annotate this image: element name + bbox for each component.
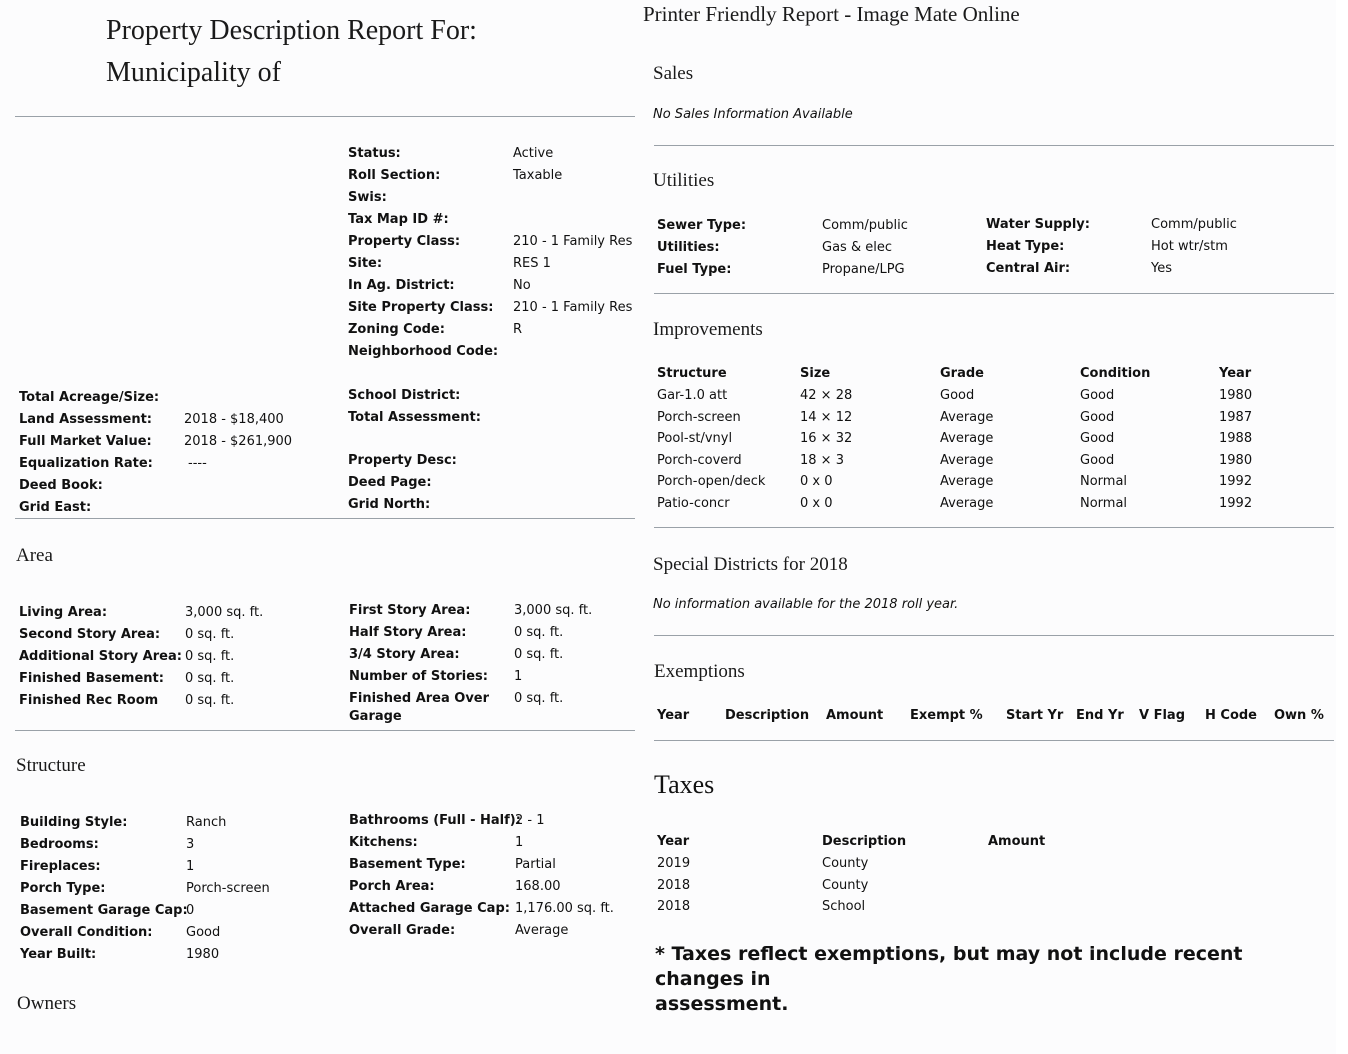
report-title <box>106 10 477 94</box>
improvement-size: 0 x 0 <box>800 474 833 489</box>
utilities-right-values <box>1151 214 1237 280</box>
improvement-structure: Porch-coverd <box>657 453 742 468</box>
ag-district-label: In Ag. District: <box>348 278 455 293</box>
improvement-year: 1992 <box>1219 474 1253 489</box>
roll-section-label: Roll Section: <box>348 168 441 183</box>
improvement-size: 16 × 32 <box>800 431 853 446</box>
neighborhood-code-value <box>513 341 632 363</box>
improvement-row <box>657 450 1337 472</box>
three-quarter-story-area-value: 0 sq. ft. <box>514 647 564 662</box>
building-style-label: Building Style: <box>20 815 128 830</box>
swis-value <box>513 187 632 209</box>
bathrooms-label: Bathrooms (Full - Half): <box>349 813 521 828</box>
year-built-value: 1980 <box>186 947 220 962</box>
improvement-year: 1992 <box>1219 496 1253 511</box>
central-air-value: Yes <box>1151 261 1172 276</box>
neighborhood-code-label: Neighborhood Code: <box>348 344 499 359</box>
fuel-type-label: Fuel Type: <box>657 262 732 277</box>
report-title-line-1: Property Description Report For: <box>106 15 477 46</box>
improvement-structure: Patio-concr <box>657 496 730 511</box>
exemptions-col-exempt-pct: Exempt % <box>910 708 983 723</box>
tax-map-id-label: Tax Map ID #: <box>348 212 449 227</box>
improvement-condition: Good <box>1080 431 1115 446</box>
full-market-value-label: Full Market Value: <box>19 434 152 449</box>
additional-story-area-value: 0 sq. ft. <box>185 649 235 664</box>
improvements-col-structure: Structure <box>657 366 727 381</box>
overall-condition-value: Good <box>186 925 221 940</box>
finished-basement-label: Finished Basement: <box>19 671 164 686</box>
finished-rec-room-label: Finished Rec Room <box>19 693 159 708</box>
water-supply-label: Water Supply: <box>986 217 1090 232</box>
status-label: Status: <box>348 146 401 161</box>
status-value: Active <box>513 146 554 161</box>
general-mid-values <box>513 143 632 363</box>
improvement-size: 18 × 3 <box>800 453 844 468</box>
living-area-label: Living Area: <box>19 605 108 620</box>
ag-district-value: No <box>513 278 531 293</box>
number-of-stories-label: Number of Stories: <box>349 669 488 684</box>
fuel-type-value: Propane/LPG <box>822 262 905 277</box>
utilities-value: Gas & elec <box>822 240 892 255</box>
improvement-row <box>657 493 1337 515</box>
exemptions-col-v-flag: V Flag <box>1139 708 1186 723</box>
area-heading: Area <box>16 545 53 566</box>
first-story-area-value: 3,000 sq. ft. <box>514 603 593 618</box>
area-left-values <box>185 602 263 712</box>
structure-left-values <box>186 812 270 966</box>
site-label: Site: <box>348 256 383 271</box>
improvement-grade: Good <box>940 388 975 403</box>
heat-type-value: Hot wtr/stm <box>1151 239 1228 254</box>
exemptions-col-amount: Amount <box>826 708 884 723</box>
general-right-labels-a <box>348 385 481 429</box>
tax-row <box>657 896 1337 918</box>
divider <box>15 730 635 731</box>
tax-row <box>657 853 1337 875</box>
total-assessment-label: Total Assessment: <box>348 410 481 425</box>
half-story-area-label: Half Story Area: <box>349 625 467 640</box>
overall-grade-value: Average <box>515 923 569 938</box>
improvement-structure: Gar-1.0 att <box>657 388 728 403</box>
improvements-col-grade: Grade <box>940 366 984 381</box>
improvement-grade: Average <box>940 453 994 468</box>
kitchens-value: 1 <box>515 835 524 850</box>
central-air-label: Central Air: <box>986 261 1071 276</box>
divider <box>654 145 1334 146</box>
site-property-class-value: 210 - 1 Family Res <box>513 300 633 315</box>
improvement-size: 0 x 0 <box>800 496 833 511</box>
taxes-disclaimer-line-1: * Taxes reflect exemptions, but may not include recent changes in <box>655 943 1243 990</box>
general-left-labels <box>19 387 159 519</box>
porch-type-label: Porch Type: <box>20 881 106 896</box>
grid-east-label: Grid East: <box>19 500 92 515</box>
area-right-values <box>514 600 592 710</box>
taxes-col-year: Year <box>657 834 690 849</box>
finished-area-over-garage-label-cont: Garage <box>349 709 402 724</box>
utilities-right-labels <box>986 214 1090 280</box>
improvement-year: 1980 <box>1219 453 1253 468</box>
deed-book-label: Deed Book: <box>19 478 103 493</box>
tax-year: 2019 <box>657 856 691 871</box>
property-class-label: Property Class: <box>348 234 461 249</box>
improvement-size: 14 × 12 <box>800 410 853 425</box>
deed-book-value <box>184 475 292 497</box>
divider <box>15 116 635 117</box>
divider <box>654 293 1334 294</box>
land-assessment-label: Land Assessment: <box>19 412 153 427</box>
tax-description: County <box>822 856 869 871</box>
overall-condition-label: Overall Condition: <box>20 925 153 940</box>
fireplaces-value: 1 <box>186 859 195 874</box>
structure-right-labels <box>349 810 521 942</box>
tax-row <box>657 875 1337 897</box>
sewer-type-label: Sewer Type: <box>657 218 747 233</box>
improvement-grade: Average <box>940 431 994 446</box>
owners-heading: Owners <box>17 993 77 1014</box>
taxes-col-description: Description <box>822 834 907 849</box>
tax-description: School <box>822 899 866 914</box>
three-quarter-story-area-label: 3/4 Story Area: <box>349 647 460 662</box>
taxes-disclaimer-line-2: assessment. <box>655 993 789 1015</box>
taxes-col-amount: Amount <box>988 834 1046 849</box>
overall-grade-label: Overall Grade: <box>349 923 456 938</box>
report-title-line-2: Municipality of <box>106 57 281 88</box>
improvement-grade: Average <box>940 496 994 511</box>
exemptions-col-own-pct: Own % <box>1274 708 1324 723</box>
improvement-condition: Normal <box>1080 496 1128 511</box>
utilities-label: Utilities: <box>657 240 720 255</box>
improvement-condition: Normal <box>1080 474 1128 489</box>
exemptions-col-description: Description <box>725 708 810 723</box>
divider <box>654 635 1334 636</box>
heat-type-label: Heat Type: <box>986 239 1065 254</box>
tax-description: County <box>822 878 869 893</box>
improvement-structure: Porch-open/deck <box>657 474 766 489</box>
porch-type-value: Porch-screen <box>186 881 270 896</box>
swis-label: Swis: <box>348 190 387 205</box>
improvement-year: 1988 <box>1219 431 1253 446</box>
tax-map-id-value <box>513 209 632 231</box>
improvement-condition: Good <box>1080 410 1115 425</box>
sales-heading: Sales <box>653 63 694 84</box>
sewer-type-value: Comm/public <box>822 218 908 233</box>
finished-rec-room-value: 0 sq. ft. <box>185 693 235 708</box>
utilities-left-values <box>822 215 908 281</box>
taxes-heading: Taxes <box>654 770 715 799</box>
exemptions-col-h-code: H Code <box>1205 708 1257 723</box>
general-mid-labels <box>348 143 498 363</box>
second-story-area-label: Second Story Area: <box>19 627 161 642</box>
taxes-header-row <box>657 831 1337 853</box>
taxes-disclaimer <box>655 942 1330 1017</box>
exemptions-heading: Exemptions <box>654 661 745 682</box>
structure-heading: Structure <box>16 755 86 776</box>
printer-friendly-title: Printer Friendly Report - Image Mate Online <box>643 2 1020 26</box>
improvement-grade: Average <box>940 410 994 425</box>
half-story-area-value: 0 sq. ft. <box>514 625 564 640</box>
property-class-value: 210 - 1 Family Res <box>513 234 633 249</box>
living-area-value: 3,000 sq. ft. <box>185 605 264 620</box>
full-market-value-value: 2018 - $261,900 <box>184 434 293 449</box>
total-acreage-label: Total Acreage/Size: <box>19 390 160 405</box>
zoning-code-value: R <box>513 322 523 337</box>
tax-year: 2018 <box>657 899 691 914</box>
bathrooms-value: 2 - 1 <box>515 813 545 828</box>
kitchens-label: Kitchens: <box>349 835 418 850</box>
divider <box>654 527 1334 528</box>
improvement-row <box>657 385 1337 407</box>
deed-page-label: Deed Page: <box>348 475 432 490</box>
improvement-condition: Good <box>1080 388 1115 403</box>
improvement-grade: Average <box>940 474 994 489</box>
school-district-label: School District: <box>348 388 461 403</box>
equalization-rate-label: Equalization Rate: <box>19 456 153 471</box>
attached-garage-cap-label: Attached Garage Cap: <box>349 901 510 916</box>
fireplaces-label: Fireplaces: <box>20 859 101 874</box>
finished-area-over-garage-value: 0 sq. ft. <box>514 691 564 706</box>
property-desc-label: Property Desc: <box>348 453 457 468</box>
attached-garage-cap-value: 1,176.00 sq. ft. <box>515 901 614 916</box>
special-districts-note: No information available for the 2018 roll year. <box>653 597 959 612</box>
utilities-left-labels <box>657 215 746 281</box>
exemptions-col-year: Year <box>657 708 690 723</box>
general-right-labels-b <box>348 450 457 516</box>
basement-type-label: Basement Type: <box>349 857 466 872</box>
finished-area-over-garage-label: Finished Area Over <box>349 691 490 706</box>
improvement-row <box>657 471 1337 493</box>
improvements-col-size: Size <box>800 366 831 381</box>
year-built-label: Year Built: <box>20 947 97 962</box>
area-right-labels <box>349 600 489 726</box>
second-story-area-value: 0 sq. ft. <box>185 627 235 642</box>
utilities-heading: Utilities <box>653 170 715 191</box>
general-left-values <box>184 387 292 519</box>
additional-story-area-label: Additional Story Area: <box>19 649 182 664</box>
total-acreage-value <box>184 387 292 409</box>
improvements-header-row <box>657 363 1337 385</box>
porch-area-label: Porch Area: <box>349 879 435 894</box>
improvement-year: 1987 <box>1219 410 1253 425</box>
sales-note: No Sales Information Available <box>653 107 853 122</box>
building-style-value: Ranch <box>186 815 227 830</box>
divider <box>15 518 635 519</box>
basement-garage-cap-label: Basement Garage Cap: <box>20 903 188 918</box>
structure-left-labels <box>20 812 188 966</box>
finished-basement-value: 0 sq. ft. <box>185 671 235 686</box>
special-districts-heading: Special Districts for 2018 <box>653 554 848 575</box>
improvement-structure: Pool-st/vnyl <box>657 431 733 446</box>
equalization-rate-value: ---- <box>188 456 207 471</box>
exemptions-col-end-yr: End Yr <box>1076 708 1124 723</box>
land-assessment-value: 2018 - $18,400 <box>184 412 284 427</box>
structure-right-values <box>515 810 614 942</box>
exemptions-col-start-yr: Start Yr <box>1006 708 1064 723</box>
exemptions-header-row <box>657 705 1337 727</box>
basement-garage-cap-value: 0 <box>186 903 195 918</box>
bedrooms-label: Bedrooms: <box>20 837 99 852</box>
improvement-condition: Good <box>1080 453 1115 468</box>
site-value: RES 1 <box>513 256 551 271</box>
improvements-col-condition: Condition <box>1080 366 1151 381</box>
site-property-class-label: Site Property Class: <box>348 300 494 315</box>
basement-type-value: Partial <box>515 857 556 872</box>
porch-area-value: 168.00 <box>515 879 561 894</box>
bedrooms-value: 3 <box>186 837 195 852</box>
tax-year: 2018 <box>657 878 691 893</box>
improvement-row <box>657 428 1337 450</box>
first-story-area-label: First Story Area: <box>349 603 471 618</box>
divider <box>654 740 1334 741</box>
area-left-labels <box>19 602 182 712</box>
roll-section-value: Taxable <box>513 168 563 183</box>
zoning-code-label: Zoning Code: <box>348 322 445 337</box>
improvement-structure: Porch-screen <box>657 410 741 425</box>
grid-east-value <box>184 497 292 519</box>
improvement-size: 42 × 28 <box>800 388 853 403</box>
water-supply-value: Comm/public <box>1151 217 1237 232</box>
grid-north-label: Grid North: <box>348 497 431 512</box>
improvements-col-year: Year <box>1219 366 1252 381</box>
improvement-row <box>657 407 1337 429</box>
number-of-stories-value: 1 <box>514 669 523 684</box>
improvements-heading: Improvements <box>653 319 763 340</box>
improvement-year: 1980 <box>1219 388 1253 403</box>
